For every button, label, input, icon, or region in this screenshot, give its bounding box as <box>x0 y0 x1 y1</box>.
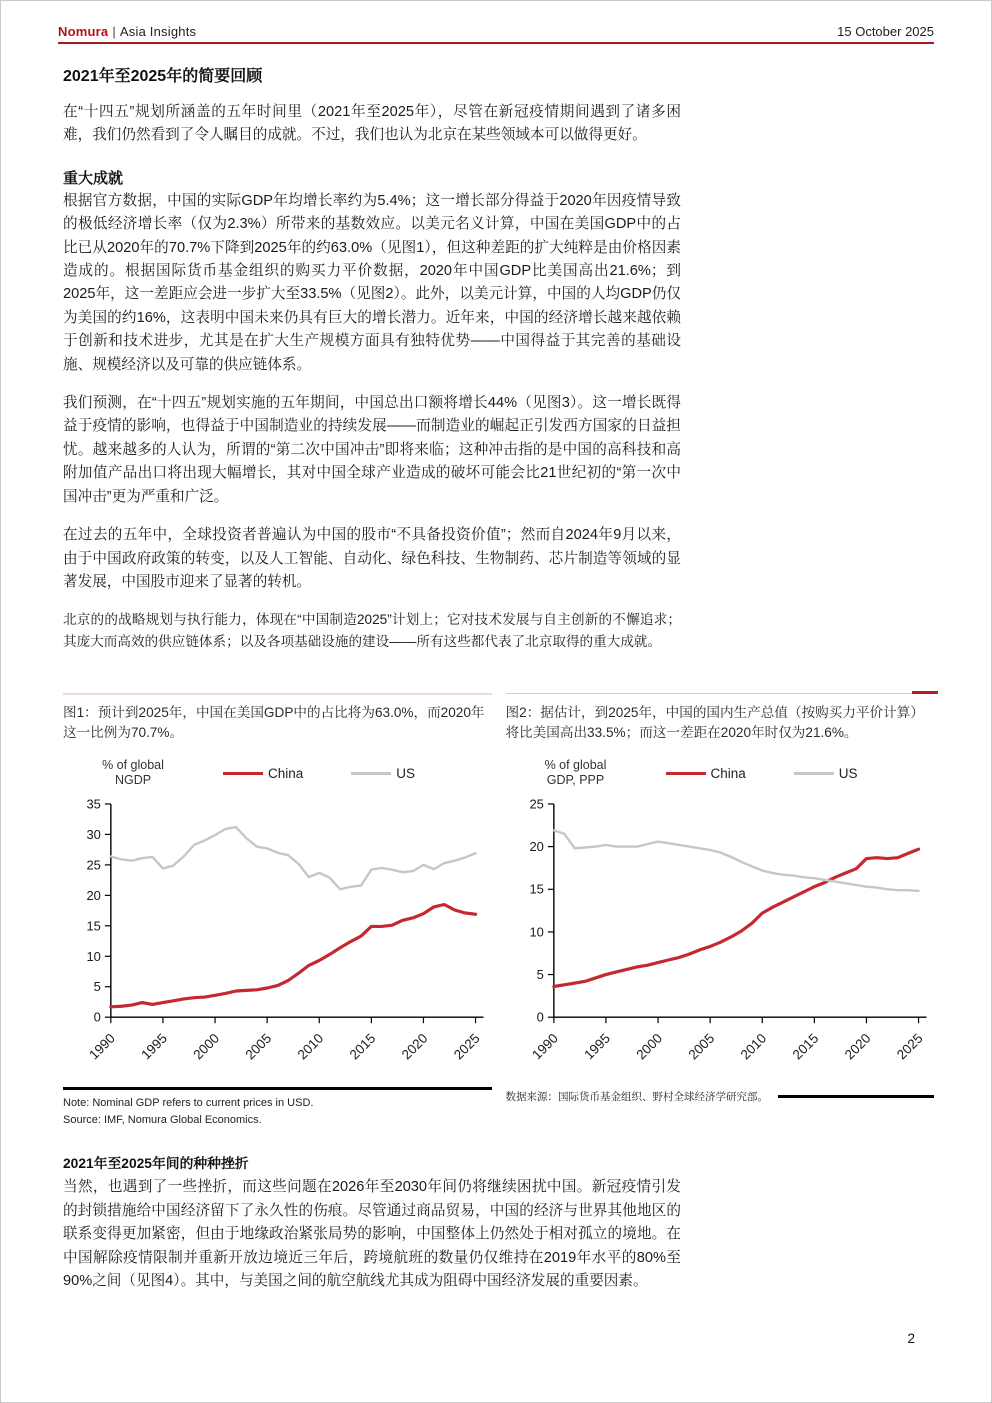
legend-label-us: US <box>396 765 416 781</box>
body-paragraph: 在过去的五年中，全球投资者普遍认为中国的股市“不具备投资价值”；然而自2024年9月以来，由于中国政府政策的转变，以及人工智能、自动化、绿色科技、生物制药、芯片制造等领域的显著发展，中国股市迎来了显著的转机。 <box>63 527 681 590</box>
legend-item-china <box>666 766 746 781</box>
header-rule <box>58 42 934 44</box>
svg-text:0: 0 <box>93 1009 101 1025</box>
svg-text:2000: 2000 <box>632 1030 665 1063</box>
svg-text:10: 10 <box>86 949 101 965</box>
svg-text:2005: 2005 <box>242 1030 275 1063</box>
figure-top-rule <box>63 693 492 695</box>
svg-text:0: 0 <box>536 1009 544 1025</box>
intro-paragraph: 在“十四五”规划所涵盖的五年时间里（2021年至2025年），尽管在新冠疫情期间遇到了诸多困难，我们仍然看到了令人瞩目的成就。不过，我们也认为北京在某些领域本可以做得更好。 <box>63 104 681 144</box>
y-axis-unit-label <box>528 758 624 788</box>
svg-text:10: 10 <box>528 924 544 940</box>
svg-text:2025: 2025 <box>893 1030 926 1063</box>
svg-text:2010: 2010 <box>294 1030 327 1063</box>
svg-text:1990: 1990 <box>528 1030 561 1063</box>
china-line-swatch <box>666 772 706 775</box>
section-heading-achievements: 重大成就 <box>63 169 124 187</box>
svg-text:25: 25 <box>86 857 101 873</box>
legend-label-us: US <box>838 765 858 781</box>
svg-text:2015: 2015 <box>789 1030 821 1063</box>
figure-2-source-row <box>506 1089 935 1104</box>
svg-text:2005: 2005 <box>684 1030 717 1063</box>
brand-nomura: Nomura <box>58 24 109 39</box>
axis-unit-line2: NGDP <box>114 773 152 788</box>
axis-unit-line1: % of global <box>102 758 164 773</box>
svg-text:2020: 2020 <box>841 1030 874 1063</box>
us-line-swatch <box>351 772 391 775</box>
red-accent-tip <box>912 691 938 694</box>
publication-name: Asia Insights <box>119 24 197 39</box>
brand-separator: | <box>112 24 116 39</box>
body-paragraph: 我们预测，在“十四五”规划实施的五年期间，中国总出口额将增长44%（见图3）。这一增长既得益于疫情的影响，也得益于中国制造业的持续发展——而制造业的崛起正引发西方国家的日益担忧。越来越多的人认为，所谓的“第二次中国冲击”即将来临；这种冲击指的是中国的高科技和高附加值产品出口将出现大幅增长，其对中国全球产业造成的破坏可能会比21世纪初的“第一次中国冲击”更为严重和广泛。 <box>63 395 681 505</box>
figure-1-caption: 图1：预计到2025年，中国在美国GDP中的占比将为63.0%，而2020年这一比例为70.7%。 <box>63 705 485 740</box>
svg-text:2010: 2010 <box>737 1030 769 1063</box>
svg-text:20: 20 <box>86 888 101 904</box>
y-axis-unit-label <box>85 758 181 788</box>
figure-1 <box>63 693 492 1128</box>
svg-text:2020: 2020 <box>398 1030 431 1063</box>
watermark-strip <box>662 0 934 1</box>
publication-brand <box>58 24 196 39</box>
svg-text:25: 25 <box>528 796 544 812</box>
svg-text:1995: 1995 <box>580 1030 613 1063</box>
figure-1-note <box>63 1095 492 1128</box>
ppp-gdp-line-chart <box>506 792 935 1083</box>
us-line-swatch <box>794 772 834 775</box>
figure-1-legend <box>85 758 492 788</box>
body-paragraph: 当然，也遇到了一些挫折，而这些问题在2026年至2030年间仍将继续困扰中国。新冠疫情引发的封锁措施给中国经济留下了永久性的伤痕。尽管通过商品贸易，中国的经济与世界其他地区的联系变得更加紧密，但由于地缘政治紧张局势的影响，中国整体上仍然处于相对孤立的境地。在中国解除疫情限制并重新开放边境近三年后，跨境航班的数量仍仅维持在2019年水平的80%至90%之间（见图4）。其中，与美国之间的航空航线尤其成为阻碍中国经济发展的重要因素。 <box>63 1179 681 1289</box>
legend-label-china: China <box>268 765 304 781</box>
svg-text:2015: 2015 <box>346 1030 379 1063</box>
page-header <box>58 1 934 44</box>
axis-unit-line2: GDP, PPP <box>546 773 605 788</box>
axis-unit-line1: % of global <box>544 758 607 773</box>
figure-bottom-rule <box>63 1087 492 1090</box>
body-paragraph: 根据官方数据，中国的实际GDP年均增长率约为5.4%；这一增长部分得益于2020年因疫情导致的极低经济增长率（仅为2.3%）所带来的基数效应。以美元名义计算，中国在美国GDP中的占比已从2020年的70.7%下降到2025年的约63.0%（见图1），但这种差距的扩大纯粹是由价格因素造成的。根据国际货币基金组织的购买力平价数据，2020年中国GDP比美国高出21.6%；到2025年，这一差距应会进一步扩大至33.5%（见图2）。此外，以美元计算，中国的人均GDP仍仅为美国的约16%，这表明中国未来仍具有巨大的增长潜力。近年来，中国的经济增长越来越依赖于创新和技术进步，尤其是在扩大生产规模方面具有独特优势——中国得益于其完善的基础设施、规模经济以及可靠的供应链体系。 <box>63 192 681 373</box>
svg-text:35: 35 <box>86 796 101 812</box>
legend-item-us <box>351 766 415 781</box>
main-content <box>63 45 934 1293</box>
body-paragraph: 北京的的战略规划与执行能力，体现在“中国制造2025”计划上；它对技术发展与自主创新的不懈追求；其庞大而高效的供应链体系；以及各项基础设施的建设——所有这些都代表了北京取得的重大成就。 <box>63 612 681 650</box>
china-line-swatch <box>223 772 263 775</box>
svg-text:2000: 2000 <box>190 1030 223 1063</box>
legend-label-china: China <box>710 765 746 781</box>
legend-item-china <box>223 766 303 781</box>
page-number: 2 <box>907 1331 915 1346</box>
svg-text:20: 20 <box>528 839 544 855</box>
svg-text:1990: 1990 <box>86 1030 118 1063</box>
svg-text:5: 5 <box>536 967 544 983</box>
svg-text:15: 15 <box>86 918 101 934</box>
svg-text:15: 15 <box>528 882 544 898</box>
figure-2-caption: 图2：据估计，到2025年，中国的国内生产总值（按购买力平价计算）将比美国高出33.5%；而这一差距在2020年时仅为21.6%。 <box>505 705 924 740</box>
ngdp-line-chart <box>63 792 492 1083</box>
svg-text:2025: 2025 <box>450 1030 483 1063</box>
figure-note-line: Note: Nominal GDP refers to current prices in USD. <box>63 1097 314 1110</box>
report-date: 15 October 2025 <box>837 24 934 39</box>
figures-row <box>63 693 934 1128</box>
svg-text:30: 30 <box>86 827 101 843</box>
figure-source-line: Source: IMF, Nomura Global Economics. <box>63 1113 262 1126</box>
figure-source-line: 数据来源：国际货币基金组织、野村全球经济学研究部。 <box>505 1091 768 1104</box>
page-title: 2021年至2025年的简要回顾 <box>63 68 263 85</box>
legend-item-us <box>794 766 858 781</box>
svg-text:1995: 1995 <box>138 1030 171 1063</box>
figure-bottom-rule <box>778 1095 934 1098</box>
svg-text:5: 5 <box>93 979 101 995</box>
figure-2 <box>506 693 935 1128</box>
figure-2-legend <box>528 758 935 788</box>
figure-top-rule <box>506 693 935 694</box>
section-heading-setbacks: 2021年至2025年间的种种挫折 <box>63 1156 249 1172</box>
